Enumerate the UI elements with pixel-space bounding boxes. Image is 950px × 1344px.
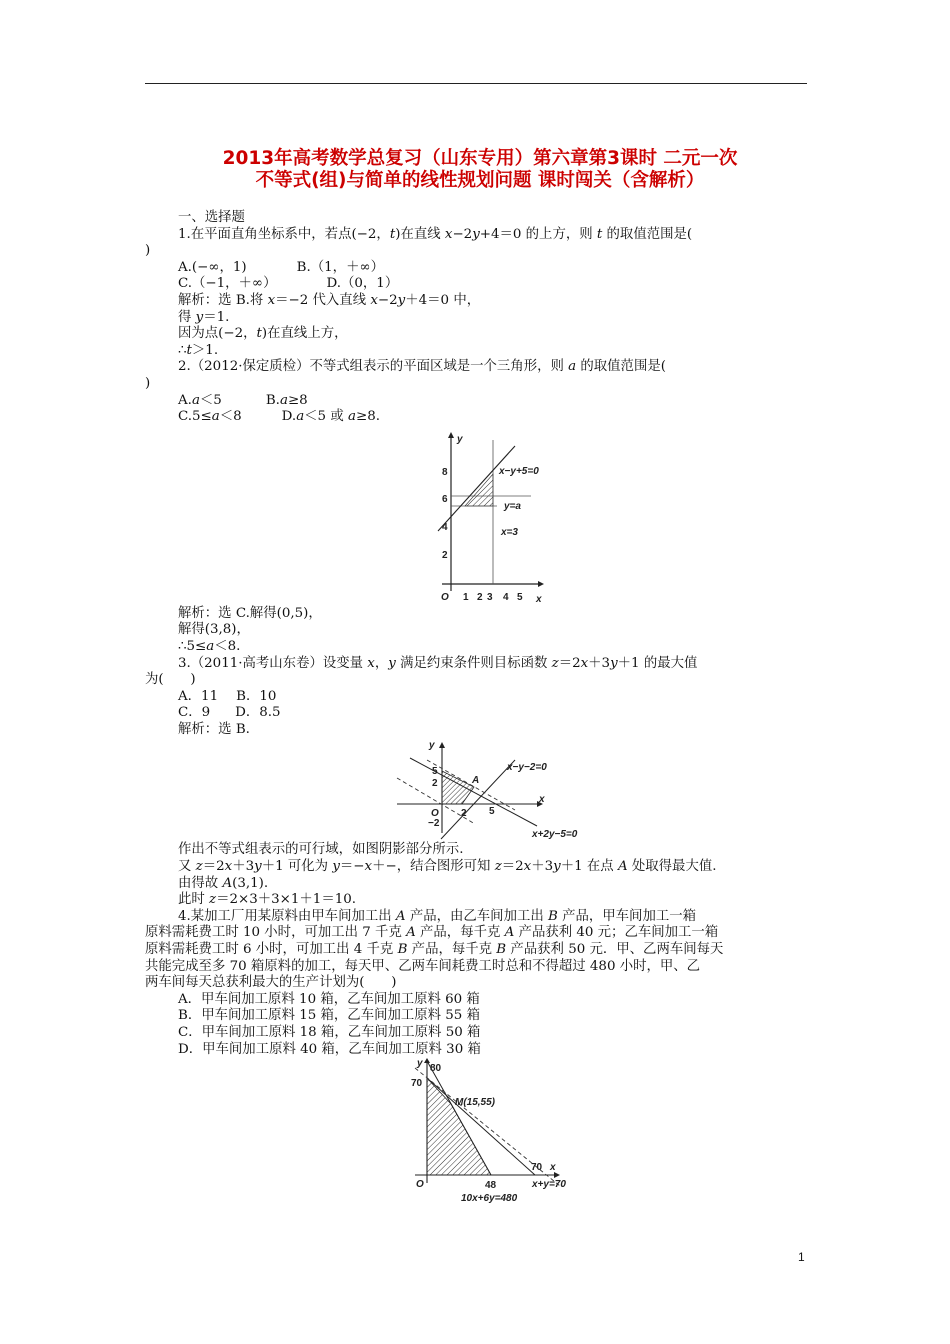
q4-fig-x-label: x: [550, 1162, 556, 1174]
q3-fig-label-2a: 2: [432, 778, 438, 790]
q4-fig-label-70: 70: [411, 1078, 423, 1090]
q3-fig-line1-label: x−y−2=0: [507, 762, 547, 774]
q3-options-cd: C．9 D．8.5: [178, 705, 281, 721]
q2-solution-3: ∴5≤a＜8.: [178, 638, 241, 654]
q2-fig-xtick: 4: [503, 591, 509, 603]
q3-after-1: 作出不等式组表示的可行域，如图阴影部分所示.: [178, 842, 464, 858]
q3-fig-label-5: 5: [432, 766, 438, 778]
q4-stem-1: 4.某加工厂用某原料由甲车间加工出 A 产品，由乙车间加工出 B 产品，甲车间加工一箱: [178, 908, 697, 924]
q2-fig-origin: O: [441, 591, 449, 603]
q2-fig-x-label: x: [536, 593, 542, 605]
q4-stem-3: 原料需耗费工时 6 小时，可加工出 4 千克 B 产品，每千克 B 产品获利 50 元．甲、乙两车间每天: [145, 942, 724, 958]
q2-fig-ytick: 6: [442, 493, 448, 505]
q3-options-ab: A．11 B．10: [178, 688, 277, 704]
q3-fig-origin: O: [431, 808, 439, 820]
q2-fig-xtick: 5: [517, 591, 523, 603]
section-heading: 一、选择题: [178, 210, 245, 225]
document-title: [150, 148, 810, 192]
q2-stem-close: ): [145, 375, 151, 391]
q3-solution: 解析：选 B.: [178, 721, 250, 737]
q4-fig-line1-label: x+y=70: [532, 1179, 566, 1191]
q2-fig-xtick: 2: [477, 591, 483, 603]
title-line-2: 不等式(组)与简单的线性规划问题 课时闯关（含解析）: [255, 170, 705, 191]
q1-solution-1: 解析：选 B.将 x＝−2 代入直线 x−2y＋4＝0 中，: [178, 292, 481, 308]
q2-fig-line1-label: x−y+5=0: [499, 465, 539, 477]
q4-option-a: A．甲车间加工原料 10 箱，乙车间加工原料 60 箱: [178, 991, 480, 1007]
q4-fig-line2-label: 10x+6y=480: [461, 1193, 518, 1205]
q3-after-3: 由得故 A(3,1).: [178, 875, 269, 891]
q4-fig-origin: O: [416, 1179, 424, 1191]
q4-fig-label-80: 80: [430, 1063, 442, 1075]
q2-fig-xtick: 3: [487, 591, 493, 603]
q3-figure: [145, 738, 813, 842]
page-number: 1: [798, 1250, 805, 1264]
q3-after-4: 此时 z＝2×3＋3×1＋1＝10.: [178, 892, 357, 908]
q4-fig-label-48: 48: [485, 1180, 497, 1192]
q2-fig-y-label: y: [457, 433, 463, 445]
q2-fig-ytick: 2: [442, 549, 448, 561]
header-rule: [145, 83, 807, 84]
q1-options-cd: C.（−1，＋∞） D.（0，1）: [178, 276, 399, 292]
q1-solution-3: 因为点(−2，t)在直线上方，: [178, 326, 348, 342]
q2-fig-ytick: 4: [442, 521, 448, 533]
q4-option-b: B．甲车间加工原料 15 箱，乙车间加工原料 55 箱: [178, 1008, 480, 1024]
q1-solution-4: ∴t＞1.: [178, 342, 219, 358]
q4-fig-y-label: y: [417, 1058, 423, 1070]
q1-solution-2: 得 y＝1.: [178, 309, 230, 325]
q2-fig-ytick: 8: [442, 466, 448, 478]
q2-options-ab: A.a＜5 B.a≥8: [178, 392, 308, 408]
q4-figure: [145, 1058, 813, 1208]
document-body: [145, 210, 813, 1208]
q2-figure: [145, 426, 813, 606]
q4-stem-2: 原料需耗费工时 10 小时，可加工出 7 千克 A 产品，每千克 A 产品获利 40 元；乙车间加工一箱: [145, 925, 719, 941]
q3-fig-label-a: A: [472, 775, 480, 787]
q1-options-ab: A.(−∞，1) B.（1，＋∞）: [178, 259, 385, 275]
q3-fig-label-neg2: −2: [428, 818, 440, 830]
q3-fig-line2-label: x+2y−5=0: [532, 829, 578, 841]
q4-option-c: C．甲车间加工原料 18 箱，乙车间加工原料 50 箱: [178, 1025, 481, 1040]
q4-fig-point-m: M(15,55): [455, 1097, 496, 1109]
q2-options-cd: C.5≤a＜8 D.a＜5 或 a≥8.: [178, 409, 380, 425]
q3-fig-y-label: y: [429, 740, 435, 752]
q3-stem-line2: 为( ): [145, 672, 196, 688]
q2-solution-1: 解析：选 C.解得(0,5)，: [178, 605, 322, 621]
q3-fig-label-5x: 5: [489, 806, 495, 818]
q3-fig-x-label: x: [539, 794, 545, 806]
q3-stem: 3.（2011·高考山东卷）设变量 x，y 满足约束条件则目标函数 z＝2x＋3y＋1 的最大值: [178, 655, 698, 671]
q3-after-2: 又 z＝2x＋3y＋1 可化为 y＝−x＋−，结合图形可知 z＝2x＋3y＋1 在点 A 处取得最大值.: [178, 859, 717, 875]
q4-fig-label-70x: 70: [531, 1162, 543, 1174]
q1-stem-close: ): [145, 243, 151, 259]
title-line-1: 2013年高考数学总复习（山东专用）第六章第3课时 二元一次: [222, 148, 738, 169]
q2-fig-line2-label: y=a: [504, 500, 521, 512]
q2-fig-xtick: 1: [463, 591, 469, 603]
q4-stem-5: 两车间每天总获利最大的生产计划为( ): [145, 975, 397, 991]
q4-option-d: D．甲车间加工原料 40 箱，乙车间加工原料 30 箱: [178, 1041, 481, 1057]
q2-solution-2: 解得(3,8)，: [178, 622, 250, 638]
q3-fig-label-2b: 2: [461, 808, 467, 820]
q4-stem-4: 共能完成至多 70 箱原料的加工，每天甲、乙两车间耗费工时总和不得超过 480 小时，甲、乙: [145, 958, 701, 974]
q2-stem: 2.（2012·保定质检）不等式组表示的平面区域是一个三角形，则 a 的取值范围是(: [178, 359, 666, 375]
q1-stem: 1.在平面直角坐标系中，若点(−2，t)在直线 x−2y+4＝0 的上方，则 t 的取值范围是(: [178, 226, 693, 242]
q2-fig-line3-label: x=3: [501, 526, 518, 538]
